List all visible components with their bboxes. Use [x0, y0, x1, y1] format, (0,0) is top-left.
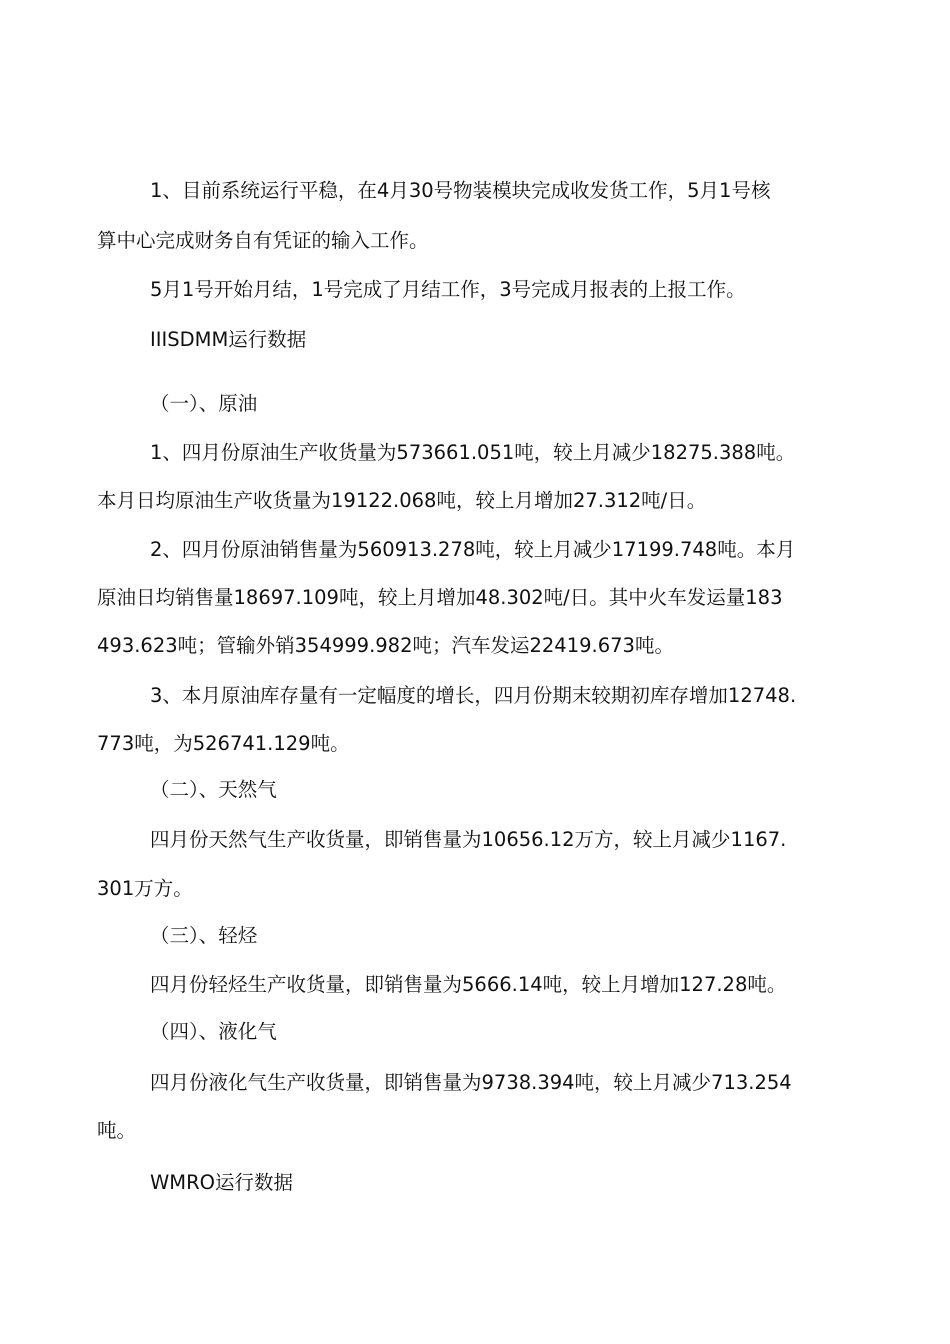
- natural-gas-line-2: 301万方。: [97, 877, 193, 900]
- section-heading-wmro: WMRO运行数据: [150, 1171, 294, 1194]
- paragraph-1-line-2: 算中心完成财务自有凭证的输入工作。: [97, 229, 429, 252]
- crude-sales-line-1: 2、四月份原油销售量为560913.278吨，较上月减少17199.748吨。本月: [150, 538, 796, 561]
- section-heading-sdmm: IIISDMM运行数据: [150, 328, 307, 351]
- lpg-line-2: 吨。: [97, 1119, 137, 1142]
- crude-sales-line-2: 原油日均销售量18697.109吨，较上月增加48.302吨/日。其中火车发运量183: [97, 586, 783, 609]
- subheading-lpg: （四）、液化气: [150, 1020, 277, 1043]
- light-hydrocarbon-line: 四月份轻烃生产收货量，即销售量为5666.14吨，较上月增加127.28吨。: [150, 973, 787, 996]
- crude-inventory-line-1: 3、本月原油库存量有一定幅度的增长，四月份期末较期初库存增加12748.: [150, 684, 797, 707]
- lpg-line-1: 四月份液化气生产收货量，即销售量为9738.394吨，较上月减少713.254: [150, 1071, 792, 1094]
- crude-inventory-line-2: 773吨，为526741.129吨。: [97, 732, 350, 755]
- paragraph-2: 5月1号开始月结，1号完成了月结工作，3号完成月报表的上报工作。: [150, 278, 746, 301]
- natural-gas-line-1: 四月份天然气生产收货量，即销售量为10656.12万方，较上月减少1167.: [150, 828, 787, 851]
- crude-production-line-2: 本月日均原油生产收货量为19122.068吨，较上月增加27.312吨/日。: [97, 489, 707, 512]
- subheading-crude-oil: （一）、原油: [150, 392, 258, 415]
- paragraph-1-line-1: 1、目前系统运行平稳，在4月30号物装模块完成收发货工作，5月1号核: [150, 179, 771, 202]
- subheading-natural-gas: （二）、天然气: [150, 778, 277, 801]
- crude-production-line-1: 1、四月份原油生产收货量为573661.051吨，较上月减少18275.388吨。: [150, 441, 796, 464]
- crude-sales-line-3: 493.623吨；管输外销354999.982吨；汽车发运22419.673吨。: [97, 634, 674, 657]
- subheading-light-hydrocarbon: （三）、轻烃: [150, 924, 258, 947]
